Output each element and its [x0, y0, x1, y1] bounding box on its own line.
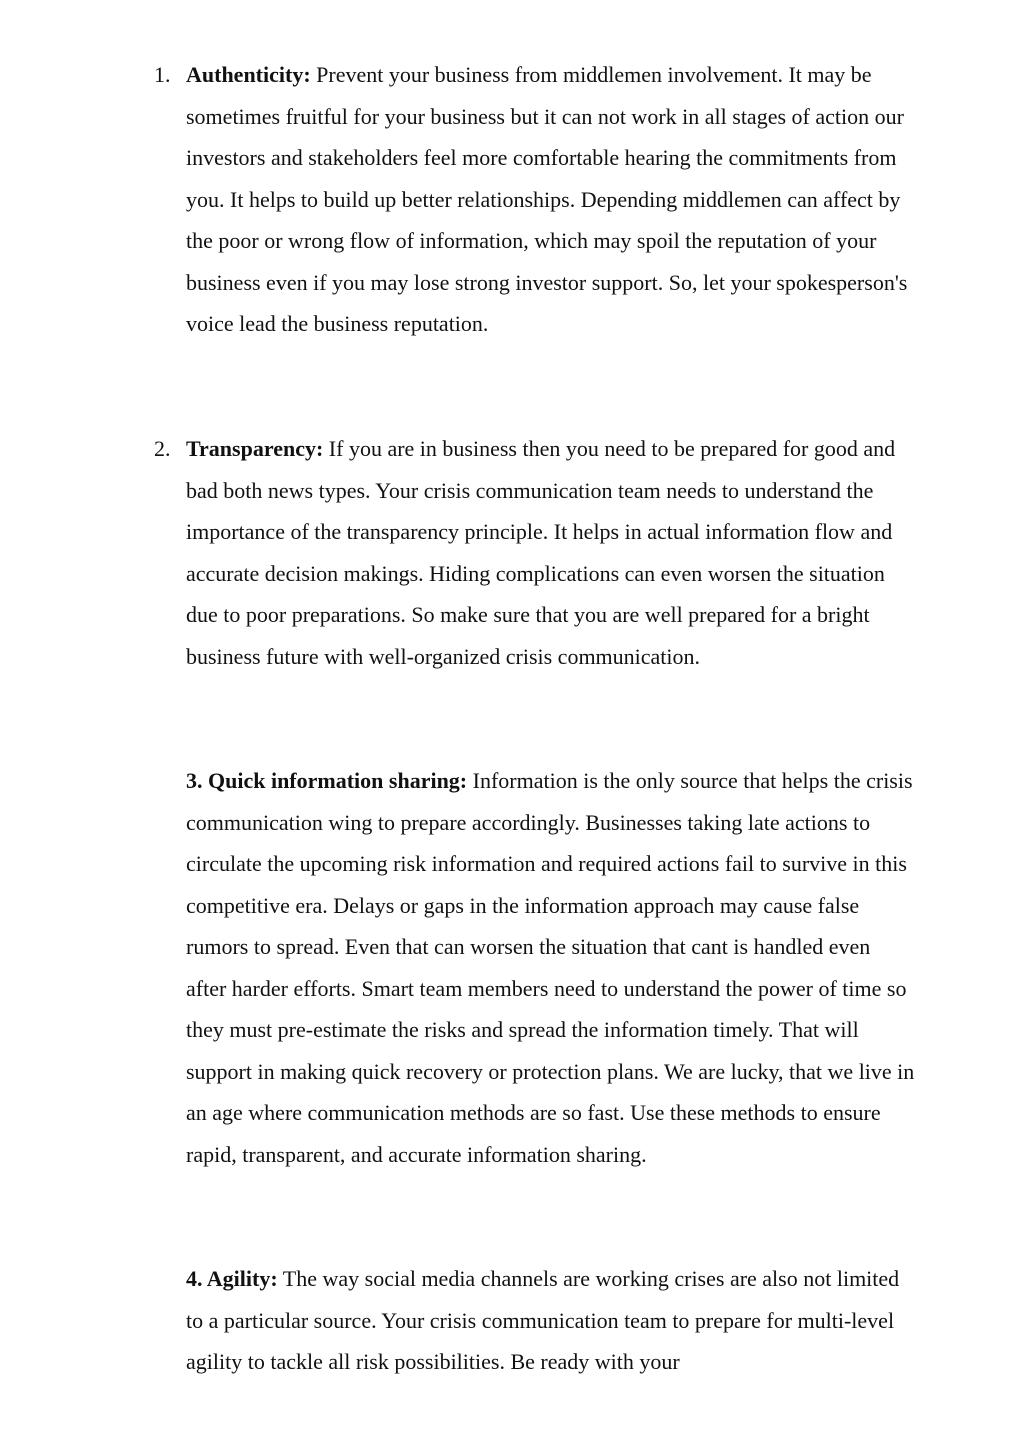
item-text: If you are in business then you need to be prepared for good and bad both news types. Your crisis communication team needs to understand the importance of the transparency principle. It helps in actual information flow and accurate decision makings. Hiding complications can even worsen the situation due to poor preparations. So make sure that you are well prepared for a bright business future with well-organized crisis communication. [186, 436, 896, 669]
list-number: 1. [154, 62, 171, 87]
item-text: Prevent your business from middlemen involvement. It may be sometimes fruitful for your business but it can not work in all stages of action our investors and stakeholders feel more comfortable hearing the commitments from you. It helps to build up better relationships. Depending middlemen can affect by the poor or wrong flow of information, which may spoil the reputation of your business even if you may lose strong investor support. So, let your spokesperson's voice lead the business reputation. [186, 62, 908, 336]
item-text: The way social media channels are working crises are also not limited to a particular source. Your crisis communication team to prepare for multi-level agility to tackle all risk possibilities. Be ready with your [186, 1266, 900, 1374]
item-title: Authenticity: [186, 62, 311, 87]
paragraph [186, 760, 916, 1175]
paragraph [186, 54, 916, 345]
item-title: 4. Agility: [186, 1266, 278, 1291]
paragraph [186, 428, 916, 677]
item-text: Information is the only source that helps the crisis communication wing to prepare accordingly. Businesses taking late actions to circulate the upcoming risk information and required actions fail to survive in this competitive era. Delays or gaps in the information approach may cause false rumors to spread. Even that can worsen the situation that cant is handled even after harder efforts. Smart team members need to understand the power of time so they must pre-estimate the risks and spread the information timely. That will support in making quick recovery or protection plans. We are lucky, that we live in an age where communication methods are so fast. Use these methods to ensure rapid, transparent, and accurate information sharing. [186, 768, 915, 1167]
list-item-quick-information-sharing [186, 760, 916, 1175]
list-item-agility [186, 1258, 916, 1383]
list-item-transparency [154, 428, 916, 677]
item-title: Transparency: [186, 436, 324, 461]
paragraph [186, 1258, 916, 1383]
item-title: 3. Quick information sharing: [186, 768, 468, 793]
list-number: 2. [154, 436, 171, 461]
list-item-authenticity [154, 54, 916, 345]
